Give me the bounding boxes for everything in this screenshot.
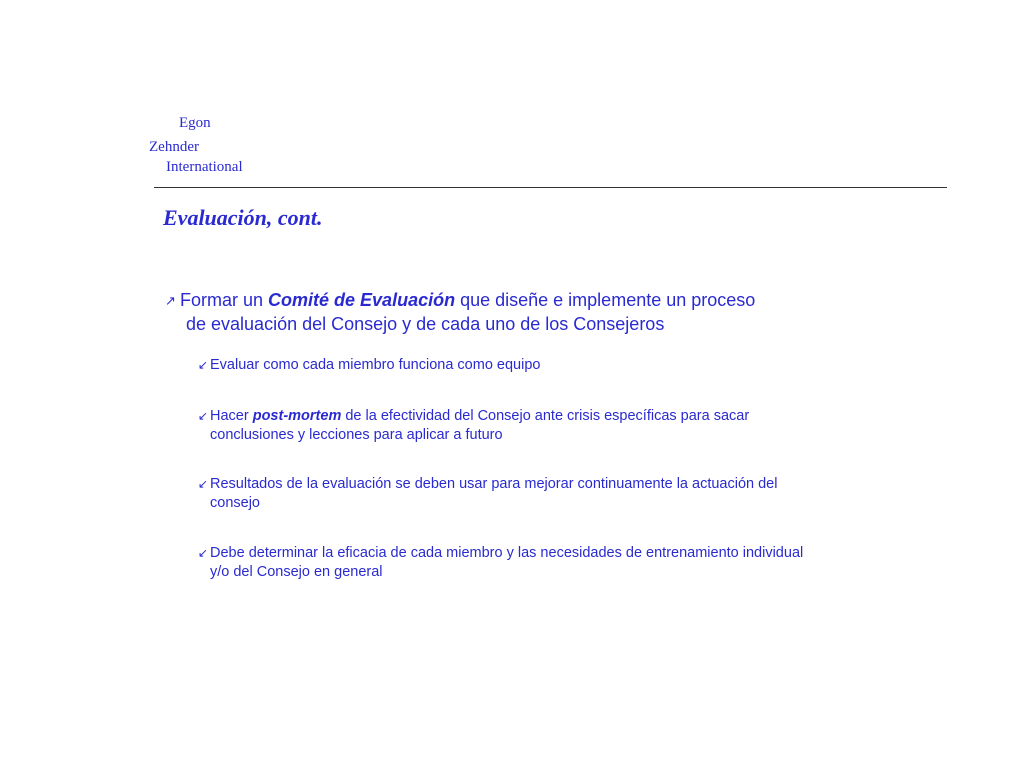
sub-bullet-text: Debe determinar la eficacia de cada miembro y las necesidades de entrenamiento individual y/o del Consejo en general (210, 545, 804, 580)
arrow-down-left-icon: ↙ (198, 477, 209, 491)
arrow-up-right-icon: ↗ (165, 293, 176, 308)
logo-text-egon: Egon (179, 115, 211, 131)
slide-title: Evaluación, cont. (163, 205, 323, 230)
sub-bullet-suffix: de la efectividad del Consejo ante crisis específicas para sacar conclusiones y lecciones para aplicar a futuro (210, 408, 750, 443)
header-divider (154, 187, 947, 188)
arrow-down-left-icon: ↙ (198, 358, 209, 372)
sub-bullet (198, 407, 818, 445)
sub-bullet-text: Resultados de la evaluación se deben usar para mejorar continuamente la actuación del consejo (210, 476, 778, 511)
sub-bullet-text: Evaluar como cada miembro funciona como equipo (210, 357, 541, 373)
main-bullet-line-2: de evaluación del Consejo y de cada uno de los Consejeros (186, 314, 665, 334)
logo-text-international: International (166, 159, 243, 175)
main-bullet-emphasis: Comité de Evaluación (268, 290, 456, 310)
main-bullet (165, 288, 835, 336)
sub-bullet-text (198, 407, 818, 445)
arrow-down-left-icon: ↙ (198, 409, 209, 423)
arrow-down-left-icon: ↙ (198, 546, 209, 560)
main-bullet-prefix: Formar un (180, 290, 269, 310)
sub-bullet (198, 475, 818, 513)
sub-bullet (198, 544, 818, 582)
sub-bullet-emphasis: post-mortem (252, 408, 342, 424)
main-bullet-line-1 (165, 288, 835, 312)
sub-bullet-prefix: Hacer (210, 408, 253, 424)
main-bullet-suffix: que diseñe e implemente un proceso (455, 290, 756, 310)
sub-bullet (198, 356, 818, 375)
logo-text-zehnder: Zehnder (149, 139, 199, 155)
